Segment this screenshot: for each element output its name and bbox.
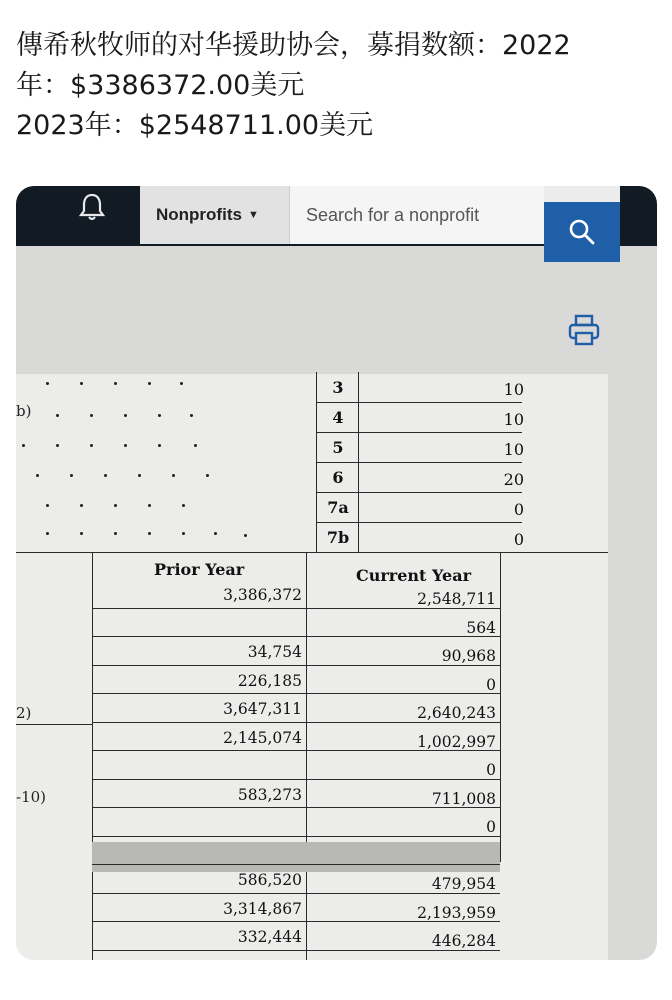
current-year-cell: 0 [486, 818, 496, 836]
form-990-document [16, 374, 608, 960]
current-year-cell: 2,548,711 [417, 590, 496, 608]
gutter-label: 2) [16, 704, 32, 722]
line-value: 0 [513, 500, 524, 519]
search-input[interactable] [290, 186, 544, 244]
shaded-row [92, 842, 500, 872]
current-year-header: Current Year [356, 566, 472, 585]
leader-dots [16, 374, 316, 554]
current-year-cell: 711,008 [431, 789, 496, 808]
row-divider [92, 864, 500, 865]
current-year-cell: 2,640,243 [417, 704, 496, 722]
prior-year-cell: 583,273 [237, 785, 302, 804]
nonprofits-label: Nonprofits [156, 205, 242, 224]
gutter-label: b) [16, 402, 32, 420]
line-number: 7a [327, 498, 349, 517]
current-year-cell: 0 [486, 675, 496, 694]
current-year-cell: 90,968 [441, 647, 496, 665]
prior-year-cell: 226,185 [237, 671, 302, 690]
current-year-cell: 564 [466, 618, 496, 637]
prior-year-cell: 332,444 [237, 928, 302, 946]
line-value: 10 [503, 380, 524, 399]
caption-line-3: 2023年：$2548711.00美元 [16, 110, 374, 141]
current-year-cell: 479,954 [431, 875, 496, 893]
prior-year-cell: 586,520 [237, 871, 302, 889]
search-button[interactable] [544, 202, 620, 262]
current-year-cell: 1,002,997 [417, 732, 496, 751]
bell-icon[interactable] [72, 186, 112, 228]
prior-year-cell: 3,386,372 [223, 586, 302, 604]
post-caption [16, 26, 656, 146]
prior-year-cell: 34,754 [247, 643, 302, 661]
line-number: 4 [332, 408, 344, 427]
line-number: 7b [326, 528, 350, 547]
prior-year-cell: 3,314,867 [223, 899, 302, 918]
prior-year-header: Prior Year [154, 560, 245, 579]
caret-down-icon: ▼ [247, 209, 259, 221]
prior-year-cell: 2,145,074 [223, 728, 302, 747]
line-value: 10 [503, 440, 524, 459]
caption-line-1: 傳希秋牧师的对华援助协会，募捐数额：2022 [16, 30, 571, 61]
print-button[interactable] [564, 310, 604, 350]
nonprofits-dropdown[interactable] [140, 186, 290, 244]
line-value: 10 [503, 410, 524, 429]
line-number: 6 [332, 468, 344, 487]
line-number: 3 [332, 378, 344, 397]
prior-year-cell: 3,647,311 [223, 700, 302, 718]
gutter-label: -10) [16, 788, 47, 806]
current-year-cell: 446,284 [431, 932, 496, 950]
current-year-cell: 2,193,959 [417, 903, 496, 922]
line-number: 5 [332, 438, 344, 457]
current-year-cell: 0 [486, 761, 496, 779]
line-value: 20 [503, 470, 524, 489]
line-value: 0 [513, 530, 524, 549]
screen-photo [16, 186, 657, 960]
caption-line-2: 年：$3386372.00美元 [16, 70, 305, 101]
search-icon [567, 217, 597, 247]
printer-icon [567, 313, 601, 347]
